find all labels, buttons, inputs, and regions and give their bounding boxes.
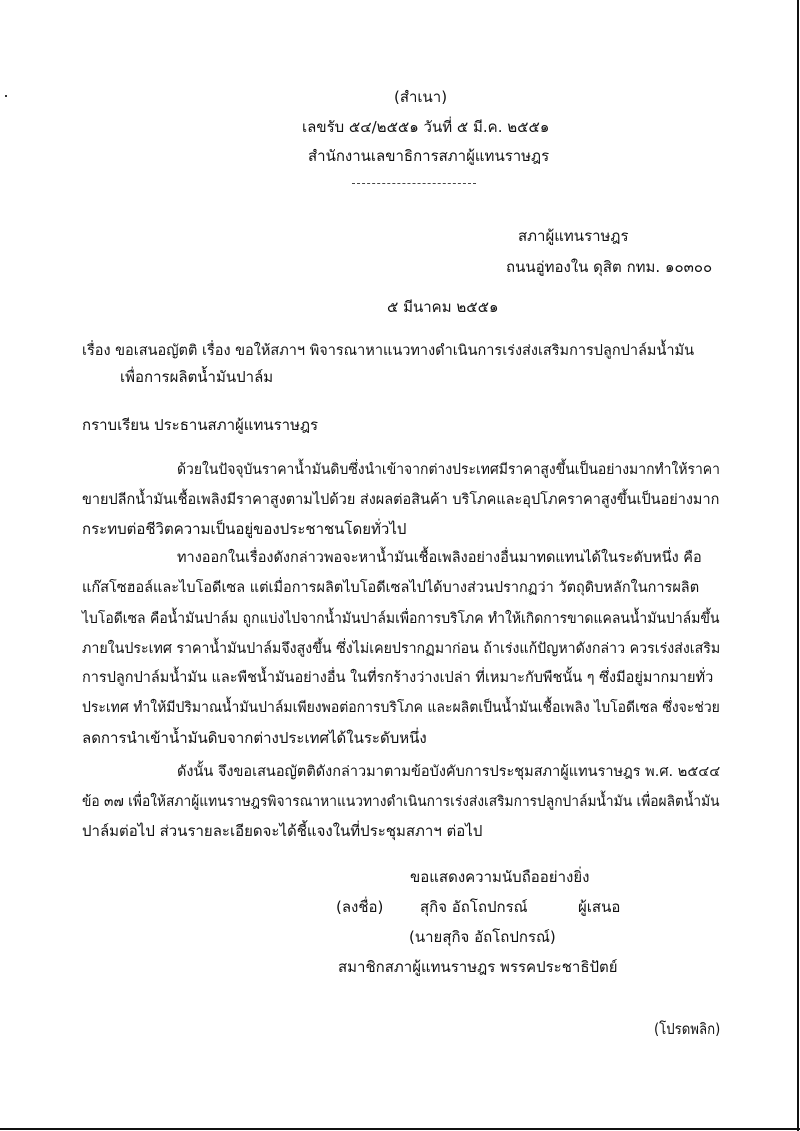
subject-line-1: เรื่อง ขอเสนอญัตติ เรื่อง ขอให้สภาฯ พิจารณาหาแนวทางดำเนินการเร่งส่งเสริมการปลูกปาล์มน้ำมัน (82, 343, 694, 359)
page-edge-right (797, 0, 799, 1131)
body-p1-line-3: กระทบต่อชีวิตความเป็นอยู่ของประชาชนโดยทั่วไป (82, 520, 407, 538)
member-position: สมาชิกสภาผู้แทนราษฎร พรรคประชาธิปัตย์ (338, 958, 618, 976)
body-p1-line-1: ด้วยในปัจจุบันราคาน้ำมันดิบซึ่งนำเข้าจากต่างประเทศมีราคาสูงขึ้นเป็นอย่างมากทำให้ราคา (177, 462, 720, 478)
printed-name: (นายสุกิจ อัถโถปกรณ์) (409, 928, 556, 946)
body-p2-line-4: ภายในประเทศ ราคาน้ำมันปาล์มจึงสูงขึ้น ซึ่งไม่เคยปรากฏมาก่อน ถ้าเร่งแก้ปัญหาดังกล่าว ควรเร่งส่งเสริม (82, 641, 721, 657)
salutation: กราบเรียน ประธานสภาผู้แทนราษฎร (82, 416, 319, 434)
body-p2-line-6: ประเทศ ทำให้มีปริมาณน้ำมันปาล์มเพียงพอต่อการบริโภค และผลิตเป็นน้ำมันเชื้อเพลิง ไบโอดีเซล ซึ่งจะช่วย (82, 700, 720, 716)
body-p3-line-3: ปาล์มต่อไป ส่วนรายละเอียดจะได้ชี้แจงในที่ประชุมสภาฯ ต่อไป (82, 822, 483, 840)
body-p2-line-1: ทางออกในเรื่องดังกล่าวพอจะหาน้ำมันเชื้อเพลิงอย่างอื่นมาทดแทนได้ในระดับหนึ่ง คือ (177, 550, 702, 566)
body-p1-line-2: ขายปลีกน้ำมันเชื้อเพลิงมีราคาสูงตามไปด้วย ส่งผลต่อสินค้า บริโภคและอุปโภคราคาสูงขึ้นเป็นอย่างมาก (82, 492, 720, 508)
receipt-number: เลขรับ ๕๔/๒๕๕๑ วันที่ ๕ มี.ค. ๒๕๕๑ (302, 118, 550, 136)
body-p3-line-1: ดังนั้น จึงขอเสนอญัตติดังกล่าวมาตามข้อบังคับการประชุมสภาผู้แทนราษฎร พ.ศ. ๒๕๔๔ (177, 764, 721, 780)
closing-regards: ขอแสดงความนับถืออย่างยิ่ง (410, 868, 590, 886)
header-divider (352, 183, 476, 184)
signature-name: สุกิจ อัถโถปกรณ์ (420, 898, 528, 916)
scan-speck (5, 95, 7, 97)
body-p2-line-3: ไบโอดีเซล คือน้ำมันปาล์ม ถูกแบ่งไปจากน้ำมันปาล์มเพื่อการบริโภค ทำให้เกิดการขาดแคลนน้ำมันปาล์มขึ้น (82, 611, 720, 627)
body-p2-line-5: การปลูกปาล์มน้ำมัน และพืชน้ำมันอย่างอื่น ในที่รกร้างว่างเปล่า ที่เหมาะกับพืชนั้น ๆ ซึ่งมีอยู่มากมายทั่ว (82, 670, 714, 686)
copy-mark: (สำเนา) (394, 88, 448, 106)
proposer-label: ผู้เสนอ (578, 898, 621, 916)
sign-label: (ลงชื่อ) (336, 898, 384, 916)
page-edge-bottom (0, 1128, 800, 1130)
body-p3-line-2: ข้อ ๓๗ เพื่อให้สภาผู้แทนราษฎรพิจารณาหาแนวทางดำเนินการเร่งส่งเสริมการปลูกปาล์มน้ำมัน เพื่อผลิตน้ำมัน (82, 794, 720, 810)
body-p2-line-2: แก๊สโซฮอล์และไบโอดีเซล แต่เมื่อการผลิตไบโอดีเซลไปได้บางส่วนปรากฏว่า วัตถุดิบหลักในการผลิต (82, 580, 700, 596)
body-p2-line-7: ลดการนำเข้าน้ำมันดิบจากต่างประเทศได้ในระดับหนึ่ง (82, 729, 427, 747)
letter-date: ๕ มีนาคม ๒๕๕๑ (387, 298, 499, 316)
office-name: สำนักงานเลขาธิการสภาผู้แทนราษฎร (308, 147, 550, 165)
address-line-1: สภาผู้แทนราษฎร (518, 227, 629, 245)
turn-over-note: (โปรดพลิก) (654, 1020, 721, 1038)
address-line-2: ถนนอู่ทองใน ดุสิต กทม. ๑๐๓๐๐ (506, 258, 713, 276)
subject-line-2: เพื่อการผลิตน้ำมันปาล์ม (120, 368, 274, 386)
